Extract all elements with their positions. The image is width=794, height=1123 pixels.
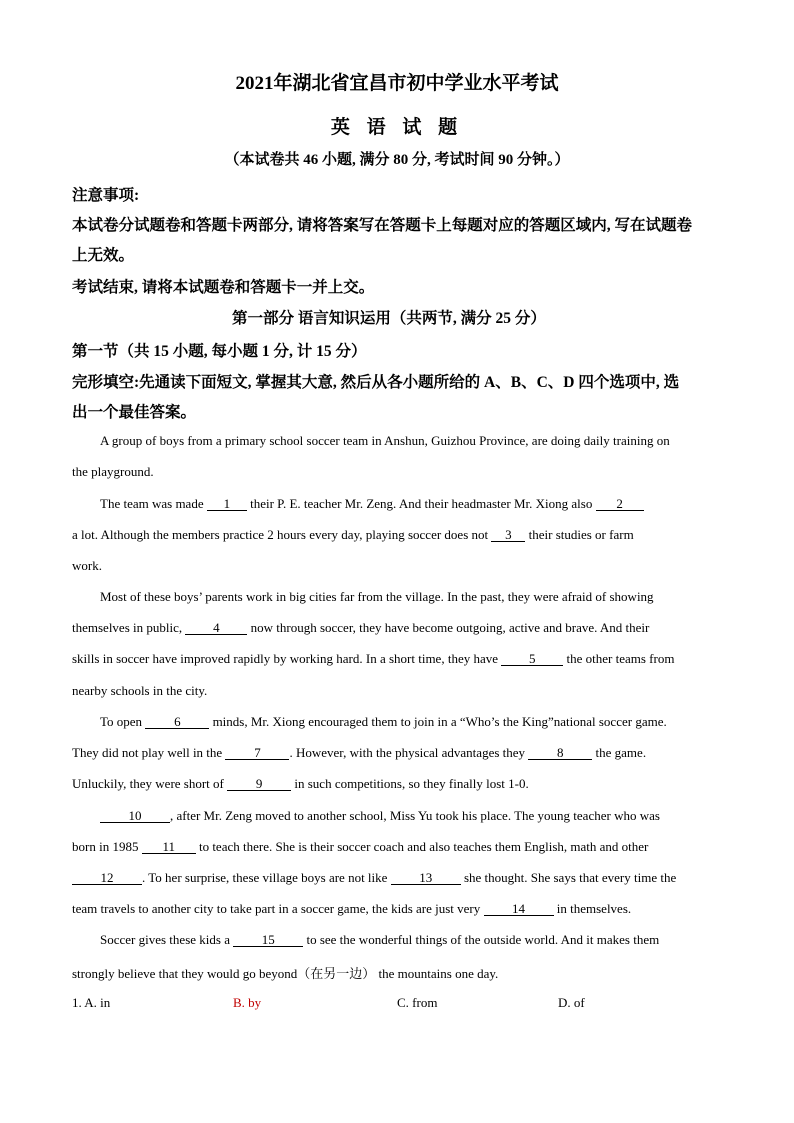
passage-line — [72, 620, 724, 636]
exam-title: 2021年湖北省宜昌市初中学业水平考试 — [235, 73, 559, 94]
text: Unluckily, they were short of — [72, 776, 228, 791]
text: she thought. She says that every time the — [460, 870, 677, 885]
passage-line — [72, 527, 724, 543]
blank-12: 12 — [72, 872, 142, 885]
text: Soccer gives these kids a — [100, 932, 234, 947]
text: to see the wonderful things of the outside world. And it makes them — [303, 932, 660, 947]
blank-10: 10 — [100, 810, 170, 823]
blank-7: 7 — [225, 747, 289, 760]
passage-line — [72, 776, 724, 792]
text: born in 1985 — [72, 839, 142, 854]
text: themselves in public, — [72, 620, 186, 635]
passage-line — [72, 839, 724, 855]
subject-title: 英 语 试 题 — [330, 117, 464, 138]
blank-4: 4 — [185, 622, 247, 635]
blank-3: 3 — [491, 529, 525, 542]
text: the game. — [592, 745, 647, 760]
passage-line — [72, 651, 724, 667]
text: their P. E. teacher Mr. Zeng. And their headmaster Mr. Xiong also — [246, 496, 596, 511]
notice-line-3: 考试结束, 请将本试题卷和答题卡一并上交。 — [72, 279, 375, 296]
text: To open — [100, 714, 146, 729]
passage-line — [72, 870, 724, 886]
subsection-heading: 第一节（共 15 小题, 每小题 1 分, 计 15 分） — [72, 343, 367, 360]
text: . To her surprise, these village boys are not like — [142, 870, 391, 885]
text: skills in soccer have improved rapidly by working hard. In a short time, they have — [72, 651, 502, 666]
exam-note: （本试卷共 46 小题, 满分 80 分, 考试时间 90 分钟。） — [224, 152, 570, 168]
passage-line: work. — [72, 558, 102, 573]
blank-14: 14 — [484, 903, 554, 916]
text: the other teams from — [563, 651, 675, 666]
blank-2: 2 — [596, 498, 644, 511]
text: in themselves. — [553, 901, 632, 916]
blank-13: 13 — [391, 872, 461, 885]
option-d: D. of — [558, 995, 585, 1010]
text: in such competitions, so they finally lost 1-0. — [291, 776, 529, 791]
notice-heading: 注意事项: — [72, 187, 140, 204]
blank-11: 11 — [142, 841, 196, 854]
text: , after Mr. Zeng moved to another school, Miss Yu took his place. The young teacher who was — [170, 808, 660, 823]
instruction-line-1: 完形填空:先通读下面短文, 掌握其大意, 然后从各小题所给的 A、B、C、D 四个选项中, 选 — [72, 374, 680, 391]
text: minds, Mr. Xiong encouraged them to join in a “Who’s the King”national soccer game. — [209, 714, 667, 729]
blank-6: 6 — [145, 716, 209, 729]
text: to teach there. She is their soccer coach and also teaches them English, math and other — [195, 839, 649, 854]
option-b-answer: B. by — [233, 995, 262, 1010]
passage-line: the playground. — [72, 464, 154, 479]
passage-line: Most of these boys’ parents work in big cities far from the village. In the past, they were afraid of showing — [100, 589, 654, 604]
option-c: C. from — [397, 995, 438, 1010]
text: team travels to another city to take part in a soccer game, the kids are just very — [72, 901, 484, 916]
passage-line — [72, 745, 724, 761]
passage-line: nearby schools in the city. — [72, 683, 208, 698]
blank-8: 8 — [528, 747, 592, 760]
instruction-line-2: 出一个最佳答案。 — [72, 404, 197, 421]
passage-line: A group of boys from a primary school soccer team in Anshun, Guizhou Province, are doing daily training on — [100, 433, 670, 448]
text: a lot. Although the members practice 2 hours every day, playing soccer does not — [72, 527, 492, 542]
blank-15: 15 — [233, 934, 303, 947]
notice-line-2: 上无效。 — [72, 247, 135, 264]
option-a: 1. A. in — [72, 995, 111, 1010]
passage-line — [100, 808, 752, 824]
passage-line — [72, 901, 724, 917]
blank-9: 9 — [227, 778, 291, 791]
notice-line-1: 本试卷分试题卷和答题卡两部分, 请将答案写在答题卡上每题对应的答题区域内, 写在试题卷 — [72, 217, 693, 234]
text: their studies or farm — [525, 527, 634, 542]
passage-line — [100, 496, 752, 512]
text: now through soccer, they have become outgoing, active and brave. And their — [247, 620, 650, 635]
passage-line: strongly believe that they would go beyond（在另一边） the mountains one day. — [72, 966, 499, 981]
text: . However, with the physical advantages they — [289, 745, 529, 760]
passage-line — [100, 714, 752, 730]
text: The team was made — [100, 496, 207, 511]
text: They did not play well in the — [72, 745, 226, 760]
part-heading: 第一部分 语言知识运用（共两节, 满分 25 分） — [232, 310, 546, 327]
blank-5: 5 — [501, 653, 563, 666]
blank-1: 1 — [207, 498, 247, 511]
passage-line — [100, 932, 752, 948]
